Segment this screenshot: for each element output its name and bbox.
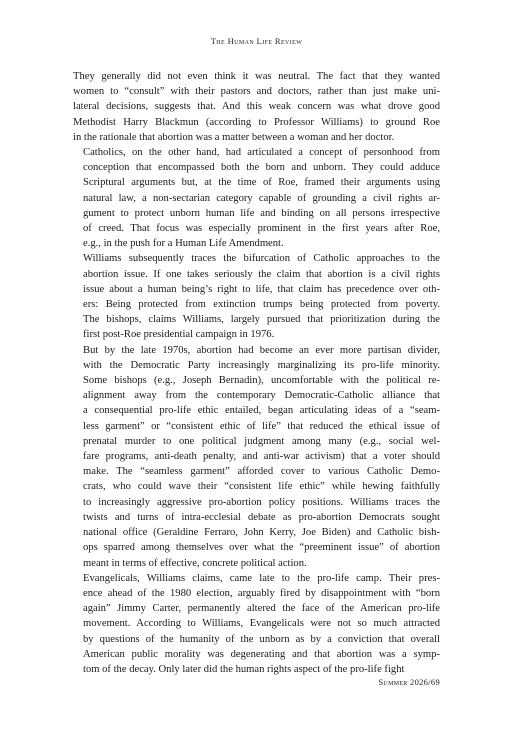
- body-text: [73, 69, 440, 677]
- text-line: Evangelicals, Williams claims, came late to the pro-life camp. Their pres-: [83, 572, 440, 584]
- text-line: meant in terms of effective, concrete political action.: [83, 557, 307, 569]
- paragraph: [73, 571, 440, 677]
- text-line: Catholics, on the other hand, had articulated a concept of personhood from: [83, 147, 440, 159]
- text-line: with the Democratic Party increasingly marginalizing its pro-life minority.: [83, 359, 440, 371]
- text-line: conception that encompassed both the born and unborn. They could adduce: [83, 162, 440, 174]
- text-line: national office (Geraldine Ferraro, John Kerry, Joe Biden) and Catholic bish-: [83, 527, 440, 539]
- text-line: abortion issue. If one takes seriously the claim that abortion is a civil rights: [83, 268, 440, 280]
- text-line: ers: Being protected from extinction trumps being protected from poverty.: [83, 299, 440, 311]
- text-line: tom of the decay. Only later did the human rights aspect of the pro-life fight: [83, 663, 405, 675]
- text-line: by questions of the humanity of the unborn as by a conviction that overall: [83, 633, 440, 645]
- paragraph: [73, 145, 440, 251]
- text-line: alignment away from the contemporary Democratic-Catholic alliance that: [83, 390, 440, 402]
- text-line: The bishops, claims Williams, largely pursued that prioritization during the: [83, 314, 440, 326]
- text-line: women to “consult” with their pastors and doctors, rather than just make uni-: [73, 86, 440, 98]
- text-line: Some bishops (e.g., Joseph Bernadin), uncomfortable with the political re-: [83, 375, 440, 387]
- text-line: Williams subsequently traces the bifurcation of Catholic approaches to the: [83, 253, 440, 265]
- text-line: natural law, a non-sectarian category capable of grounding a civil rights ar-: [83, 192, 440, 204]
- text-line: a consequential pro-life ethic entailed, began articulating ideas of a “seam-: [83, 405, 440, 417]
- text-line: to increasingly aggressive pro-abortion policy positions. Williams traces the: [83, 496, 440, 508]
- text-line: gument to protect unborn human life and binding on all persons irrespective: [83, 207, 440, 219]
- text-line: in the rationale that abortion was a matter between a woman and her doctor.: [73, 131, 395, 143]
- paragraph: [73, 251, 440, 342]
- text-line: make. The “seamless garment” afforded cover to various Catholic Demo-: [83, 466, 440, 478]
- text-line: movement. According to Williams, Evangelicals were not so much attracted: [83, 618, 440, 630]
- text-line: of creed. That focus was especially prominent in the first years after Roe,: [83, 223, 440, 235]
- text-line: prenatal murder to one political judgment among many (e.g., social wel-: [83, 435, 440, 447]
- text-line: But by the late 1970s, abortion had become an ever more partisan divider,: [83, 344, 440, 356]
- text-line: issue about a human being’s right to life, that claim has precedence over oth-: [83, 283, 440, 295]
- text-line: Methodist Harry Blackmun (according to Professor Williams) to ground Roe: [73, 116, 440, 128]
- text-line: lateral decisions, suggests that. And this weak concern was what drove good: [73, 101, 440, 113]
- paragraph: [73, 343, 440, 571]
- text-line: ence ahead of the 1980 election, arguably fired by disappointment with “born: [83, 587, 440, 599]
- text-line: American public morality was degenerating and that abortion was a symp-: [83, 648, 440, 660]
- text-line: ops sparred among themselves over what the “preeminent issue” of abortion: [83, 542, 440, 554]
- text-line: fare programs, anti-death penalty, and anti-war activism) that a voter should: [83, 451, 440, 463]
- text-line: Scriptural arguments but, at the time of Roe, framed their arguments using: [83, 177, 440, 189]
- text-line: twists and turns of intra-ecclesial debate as pro-abortion Democrats sought: [83, 511, 440, 523]
- text-line: less garment” or “consistent ethic of life” that reduced the ethical issue of: [83, 420, 440, 432]
- running-head: The Human Life Review: [210, 36, 303, 46]
- page-folio: Summer 2026/69: [378, 677, 440, 687]
- text-line: again” Jimmy Carter, permanently altered the face of the American pro-life: [83, 603, 440, 615]
- text-line: crats, who could wave their “consistent life ethic” while hewing faithfully: [83, 481, 440, 493]
- text-line: e.g., in the push for a Human Life Amendment.: [83, 238, 284, 250]
- text-line: They generally did not even think it was neutral. The fact that they wanted: [73, 71, 440, 82]
- paragraph: [73, 69, 440, 145]
- text-line: first post-Roe presidential campaign in 1976.: [83, 329, 275, 341]
